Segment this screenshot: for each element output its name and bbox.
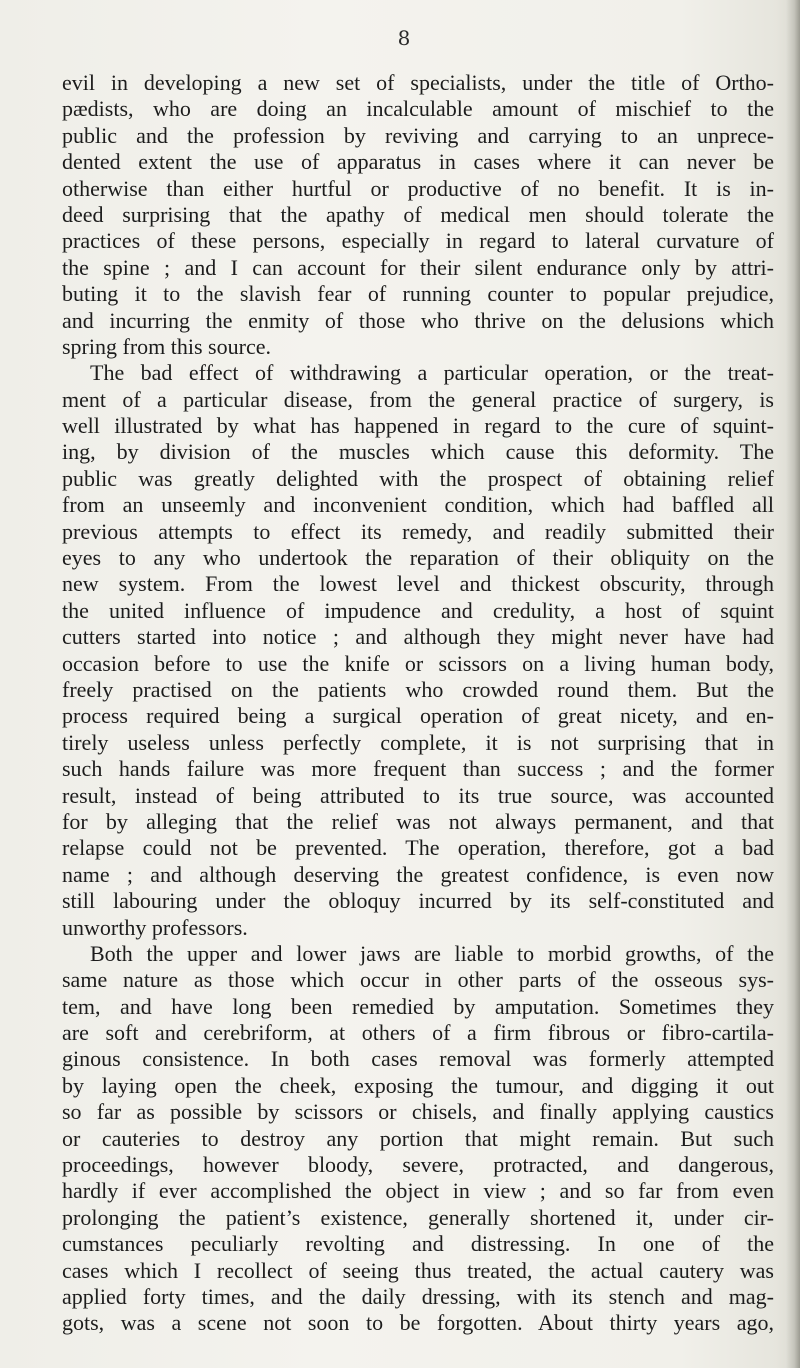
text-line: freely practised on the patients who crowded round them. But the [62, 676, 774, 702]
text-line: proceedings, however bloody, severe, protracted, and dangerous, [62, 1152, 774, 1178]
text-line: Both the upper and lower jaws are liable to morbid growths, of the [90, 940, 774, 966]
text-line: spring from this source. [62, 333, 271, 359]
text-line: relapse could not be prevented. The operation, therefore, got a bad [62, 835, 774, 861]
text-line: for by alleging that the relief was not always permanent, and that [62, 808, 774, 834]
text-line: same nature as those which occur in other parts of the osseous sys- [62, 967, 774, 993]
text-line: evil in developing a new set of specialists, under the title of Ortho- [62, 70, 774, 95]
text-line: buting it to the slavish fear of running counter to popular prejudice, [62, 281, 774, 307]
text-line: ing, by division of the muscles which cause this deformity. The [62, 439, 774, 465]
text-line: cases which I recollect of seeing thus treated, the actual cautery was [62, 1257, 774, 1283]
text-line: deed surprising that the apathy of medical men should tolerate the [62, 201, 774, 227]
page-edge-shadow [786, 0, 800, 1368]
text-line: new system. From the lowest level and thickest obscurity, through [62, 571, 774, 597]
text-line: prolonging the patient’s existence, generally shortened it, under cir- [62, 1204, 774, 1230]
text-line: public and the profession by reviving and carrying to an unprece- [62, 122, 774, 148]
text-line: practices of these persons, especially in regard to lateral curvature of [62, 228, 774, 254]
text-line: otherwise than either hurtful or productive of no benefit. It is in- [62, 175, 774, 201]
text-line: previous attempts to effect its remedy, and readily submitted their [62, 518, 774, 544]
text-line: the spine ; and I can account for their silent endurance only by attri- [62, 254, 774, 280]
text-line: The bad effect of withdrawing a particular operation, or the treat- [90, 360, 774, 386]
text-line: cumstances peculiarly revolting and distressing. In one of the [62, 1231, 774, 1257]
text-line: result, instead of being attributed to its true source, was accounted [62, 782, 774, 808]
text-line: tirely useless unless perfectly complete, it is not surprising that in [62, 729, 774, 755]
text-line: are soft and cerebriform, at others of a firm fibrous or fibro-cartila- [62, 1020, 774, 1046]
text-line: public was greatly delighted with the prospect of obtaining relief [62, 465, 774, 491]
text-line: ginous consistence. In both cases removal was formerly attempted [62, 1046, 774, 1072]
text-line: process required being a surgical operation of great nicety, and en- [62, 703, 774, 729]
page-number: 8 [397, 26, 411, 50]
body-text [62, 70, 774, 1337]
text-line: eyes to any who undertook the reparation of their obliquity on the [62, 545, 774, 571]
text-line: by laying open the cheek, exposing the tumour, and digging it out [62, 1072, 774, 1098]
text-line: tem, and have long been remedied by amputation. Sometimes they [62, 993, 774, 1019]
text-line: and incurring the enmity of those who thrive on the delusions which [62, 307, 774, 333]
text-line: unworthy professors. [62, 914, 248, 940]
text-line: occasion before to use the knife or scissors on a living human body, [62, 650, 774, 676]
text-line: pædists, who are doing an incalculable amount of mischief to the [62, 96, 774, 122]
text-line: gots, was a scene not soon to be forgotten. About thirty years ago, [62, 1310, 774, 1336]
text-line: the united influence of impudence and credulity, a host of squint [62, 597, 774, 623]
text-line: ment of a particular disease, from the general practice of surgery, is [62, 386, 774, 412]
text-line: well illustrated by what has happened in regard to the cure of squint- [62, 413, 774, 439]
text-line: applied forty times, and the daily dressing, with its stench and mag- [62, 1283, 774, 1309]
text-line: hardly if ever accomplished the object in view ; and so far from even [62, 1178, 774, 1204]
text-line: name ; and although deserving the greatest confidence, is even now [62, 861, 774, 887]
text-line: from an unseemly and inconvenient condition, which had baffled all [62, 492, 774, 518]
text-line: so far as possible by scissors or chisels, and finally applying caustics [62, 1099, 774, 1125]
text-line: cutters started into notice ; and although they might never have had [62, 624, 774, 650]
text-line: such hands failure was more frequent than success ; and the former [62, 756, 774, 782]
text-line: dented extent the use of apparatus in cases where it can never be [62, 149, 774, 175]
text-line: or cauteries to destroy any portion that might remain. But such [62, 1125, 774, 1151]
text-line: still labouring under the obloquy incurred by its self-constituted and [62, 888, 774, 914]
